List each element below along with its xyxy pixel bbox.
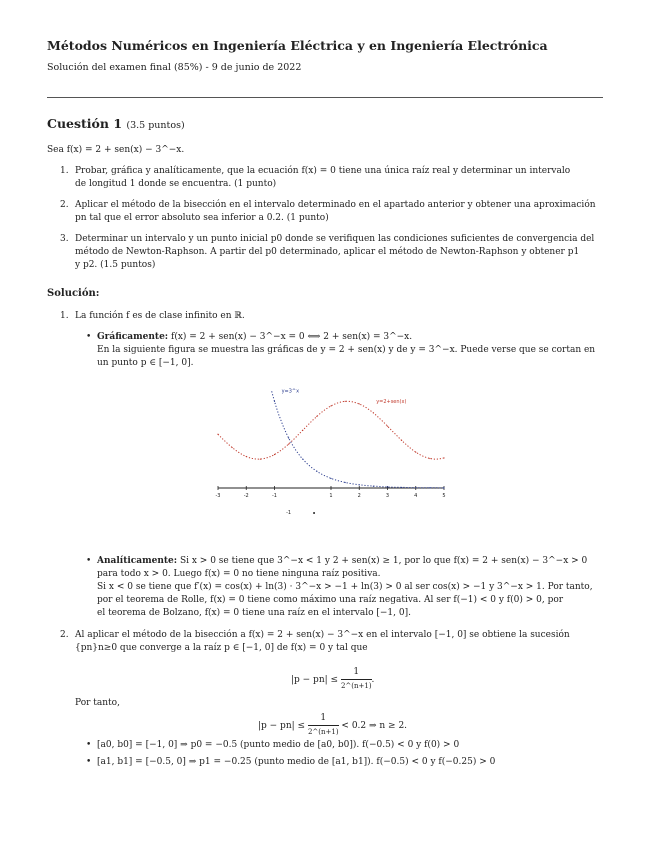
eq-fraction [341,666,372,693]
document-title: Métodos Numéricos en Ingeniería Eléctrica y en Ingeniería Electrónica [47,38,548,53]
solution-text: {pn}n≥0 que converge a la raíz p ∈ [−1, 0] de f(x) = 0 y tal que [75,643,368,653]
series-point-sin [373,412,374,413]
anal-line: Si x < 0 se tiene que f′(x) = cos(x) + ln(3) · 3^−x > −1 + ln(3) > 0 al ser cos(x) > −1 y 3^−x > 1. Por tanto, [97,582,593,592]
series-point-sin [316,416,317,417]
item-number: 2. [60,200,69,210]
item-number: 3. [60,234,69,244]
series-point-exp [288,437,289,438]
series-point-sin [232,447,233,448]
series-point-sin [429,458,430,459]
series-point-sin [387,426,388,427]
eq-fraction [308,712,339,739]
eq-end: . [371,675,375,685]
series-point-exp [429,487,430,488]
bisection-step: [a0, b0] = [−1, 0] ⇒ p0 = −0.5 (punto medio de [a0, b0]). f(−0.5) < 0 y f(0) > 0 [97,740,460,750]
bisection-step: [a1, b1] = [−0.5, 0] ⇒ p1 = −0.25 (punto medio de [a1, b1]). f(−0.5) < 0 y f(−0.25) > 0 [97,757,496,767]
series-point-sin [246,456,247,457]
question-heading: Cuestión 1 [47,116,123,131]
x-tick-label: 2 [357,493,361,499]
anal-line: para todo x > 0. Luego f(x) = 0 no tiene ninguna raíz positiva. [97,569,381,579]
anal-line [97,555,587,568]
question-title [47,116,185,131]
graf-line: un punto p ∈ [−1, 0]. [97,358,194,368]
item-line: y p2. (1.5 puntos) [75,260,156,270]
series-line-sin [218,398,444,459]
eq-left: |p − pn| ≤ [291,675,339,685]
series-point-exp [373,486,374,487]
question-intro: Sea f(x) = 2 + sen(x) − 3^−x. [47,145,185,155]
solution-number: 1. [60,311,69,321]
series-point-exp [274,401,275,402]
equation-bound [291,666,374,693]
series-point-sin [288,443,289,444]
series-point-exp [359,484,360,485]
item-line: Probar, gráfica y analíticamente, que la ecuación f(x) = 0 tiene una única raíz real y determinar un intervalo [75,166,571,176]
series-point-exp [415,487,416,488]
chart-layer [216,389,446,516]
x-tick-label: 1 [329,493,333,499]
x-tick-label: -2 [243,493,249,499]
graf-line: En la siguiente figura se muestra las gráficas de y = 2 + sen(x) y de y = 3^−x. Puede verse que se cortan en [97,345,596,355]
document-subtitle: Solución del examen final (85%) - 9 de junio de 2022 [47,62,302,73]
anal-line: por el teorema de Rolle, f(x) = 0 tiene como máximo una raíz negativa. Al ser f(−1) < 0 y f(0) > 0, por [97,595,564,605]
series-point-sin [330,405,331,406]
item-line: de longitud 1 donde se encuentra. (1 punto) [75,179,277,189]
series-point-exp [387,486,388,487]
x-tick-label: 4 [414,493,418,499]
series-point-sin [274,454,275,455]
x-tick-label: -1 [272,493,277,499]
series-point-exp [401,487,402,488]
series-point-exp [330,478,331,479]
anal-text: Si x > 0 se tiene que 3^−x < 1 y 2 + sen(x) ≥ 1, por lo que f(x) = 2 + sen(x) − 3^−x > 0 [177,556,588,566]
eq-denominator: 2^(n+1) [340,682,372,690]
item-line: pn tal que el error absoluto sea inferior a 0.2. (1 punto) [75,213,329,223]
axis-dot [313,512,315,514]
series-point-exp [316,471,317,472]
anal-line: el teorema de Bolzano, f(x) = 0 tiene una raíz en el intervalo [−1, 0]. [97,608,411,618]
por-tanto: Por tanto, [75,698,120,708]
equation-n [258,712,407,739]
graf-line [97,331,412,344]
eq-numerator: 1 [308,712,339,726]
series-point-exp [302,459,303,460]
bullet-icon: • [86,757,92,767]
series-point-sin [443,457,444,458]
series-point-sin [345,401,346,402]
series-point-sin [217,434,218,435]
solution-number: 2. [60,630,69,640]
x-tick-label: -3 [215,493,221,499]
series-label-sin: y=2+sen(x) [376,398,407,405]
eq-right: < 0.2 ⇒ n ≥ 2. [341,721,408,731]
series-point-sin [260,459,261,460]
item-line: método de Newton-Raphson. A partir del p0 determinado, aplicar el método de Newton-Raphson y obtener p1 [75,247,580,257]
series-point-sin [302,430,303,431]
eq-numerator: 1 [341,666,372,680]
eq-left: |p − pn| ≤ [258,721,306,731]
x-tick-label: 3 [385,493,390,499]
series-line-exp [272,388,444,488]
series-point-exp [443,487,444,488]
graf-label: Gráficamente: [97,332,169,342]
solution-text: Al aplicar el método de la bisección a f(x) = 2 + sen(x) − 3^−x en el intervalo [−1, 0] se obtiene la sucesión [75,630,570,640]
bullet-icon: • [86,332,92,342]
graf-equation: f(x) = 2 + sen(x) − 3^−x = 0 ⟺ 2 + sen(x) = 3^−x. [168,332,413,342]
item-number: 1. [60,166,69,176]
solution-label: Solución: [47,288,100,299]
bullet-icon: • [86,740,92,750]
anal-label: Analíticamente: [97,556,178,566]
function-graph [212,380,452,520]
series-label-exp: y=3^x [281,388,300,395]
bullet-icon: • [86,556,92,566]
item-line: Determinar un intervalo y un punto inicial p0 donde se verifiquen las condiciones suficientes de convergencia del [75,234,595,244]
series-point-sin [415,452,416,453]
header-rule [47,97,603,98]
extra-label: -1 [286,510,292,516]
item-line: Aplicar el método de la bisección en el intervalo determinado en el apartado anterior y obtener una aproximación [75,200,596,210]
eq-denominator: 2^(n+1) [307,728,339,736]
series-point-exp [345,482,346,483]
x-tick-label: 5 [442,493,446,499]
series-point-sin [359,403,360,404]
question-points: (3.5 puntos) [126,120,185,131]
series-point-sin [401,440,402,441]
solution-text: La función f es de clase infinito en ℝ. [75,311,245,321]
